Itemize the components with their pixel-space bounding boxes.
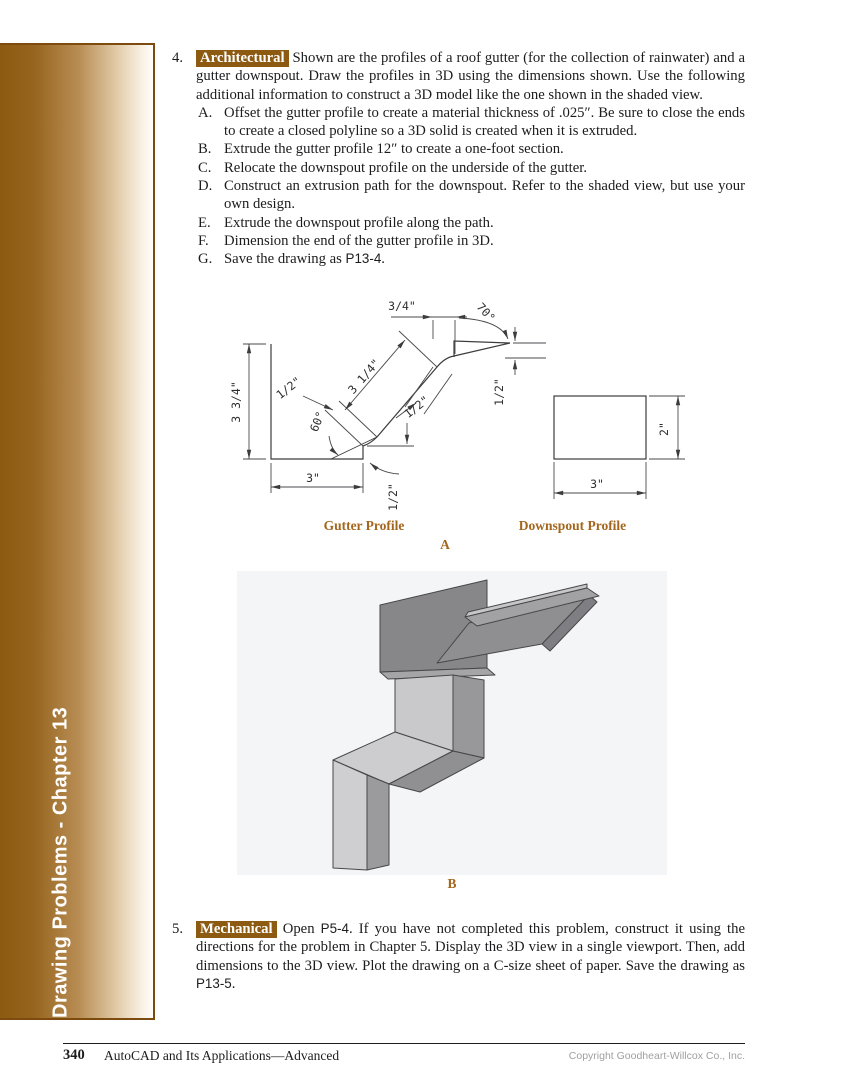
gutter-profile-outline (271, 341, 510, 459)
sidebar-chapter-label: Drawing Problems - Chapter 13 (49, 706, 72, 1018)
dim-back-height: 3 3/4" (229, 381, 243, 423)
model-downspout-lower-side (367, 775, 389, 870)
problem-5-number: 5. (172, 921, 184, 937)
dim-slope-length: 3 1/4" (345, 356, 383, 397)
dim-slope-angle: 60° (306, 409, 328, 434)
filename-p5-4: P5-4 (320, 921, 349, 936)
dim-slope-offset: 1/2" (273, 373, 304, 402)
downspout-profile-label: Downspout Profile (518, 518, 627, 533)
downspout-dimension-text (590, 422, 671, 491)
page-number: 340 (63, 1047, 85, 1063)
dim-front-thickness: 1/2" (401, 392, 432, 421)
model-downspout-upper-side (453, 675, 484, 758)
category-label-mechanical: Mechanical (196, 921, 277, 938)
copyright-notice: Copyright Goodheart-Willcox Co., Inc. (568, 1050, 745, 1062)
dim-step-height: 1/2" (386, 483, 400, 511)
book-title: AutoCAD and Its Applications—Advanced (104, 1048, 340, 1063)
chapter-sidebar (0, 43, 155, 1020)
filename-p13-5: P13-5 (196, 975, 232, 991)
dim-lip-angle: 70° (473, 299, 499, 325)
step-c: C. Relocate the downspout profile on the underside of the gutter. (198, 159, 588, 176)
dim-downspout-width: 3" (590, 477, 604, 491)
downspout-profile-outline (554, 396, 646, 459)
problem-4 (172, 49, 745, 269)
problem-4-steps (172, 104, 745, 269)
dim-lip-width: 3/4" (388, 299, 416, 313)
category-label-architectural: Architectural (196, 50, 289, 67)
gutter-3d-model (237, 571, 667, 875)
step-d: D. Construct an extrusion path for the downspout. Refer to the shaded view, but use your own design. (198, 178, 745, 213)
problem-5-text: Mechanical Open P5-4. If you have not completed this problem, construct it using the directions for the problem in Chapter 5. Display the 3D view in a single viewport. Then, add dimensions to the 3D view. Plot the drawing on a C-size sheet of paper. Save the drawing as P13-5. (196, 921, 745, 992)
figure-a-caption: A (440, 537, 450, 552)
footer-rule (63, 1043, 745, 1044)
step-b: B. Extrude the gutter profile 12″ to create a one-foot section. (198, 141, 564, 158)
problem-5 (172, 920, 745, 993)
filename-p13-4: P13-4 (345, 251, 382, 267)
problem-4-number: 4. (172, 50, 184, 66)
figure-a-profile-drawing (225, 296, 705, 520)
step-e: E. Extrude the downspout profile along the path. (198, 214, 494, 231)
step-a: A. Offset the gutter profile to create a material thickness of .025″. Be sure to close the ends to create a closed polyline so a 3D solid is created when it is extruded. (198, 104, 745, 140)
figure-b-caption: B (447, 876, 457, 891)
step-f: F. Dimension the end of the gutter profile in 3D. (198, 232, 494, 249)
figure-b-shaded-view (237, 571, 667, 875)
problem-4-intro (172, 49, 745, 104)
gutter-profile-label: Gutter Profile (323, 518, 405, 533)
model-downspout-lower-front (333, 760, 367, 870)
downspout-dimension-lines (554, 396, 685, 499)
dim-bottom-width: 3" (306, 471, 320, 485)
step-g: G. Save the drawing as P13-4. (198, 251, 385, 268)
dim-lip-drop: 1/2" (492, 378, 506, 406)
problem-4-intro-text: Shown are the profiles of a roof gutter (for the collection of rainwater) and a gutter downspout. Draw the profiles in 3D using the dimensions shown. Use the following additional information to construct a 3D model like the one shown in the shaded view. (196, 50, 746, 103)
dim-downspout-height: 2" (657, 422, 671, 436)
